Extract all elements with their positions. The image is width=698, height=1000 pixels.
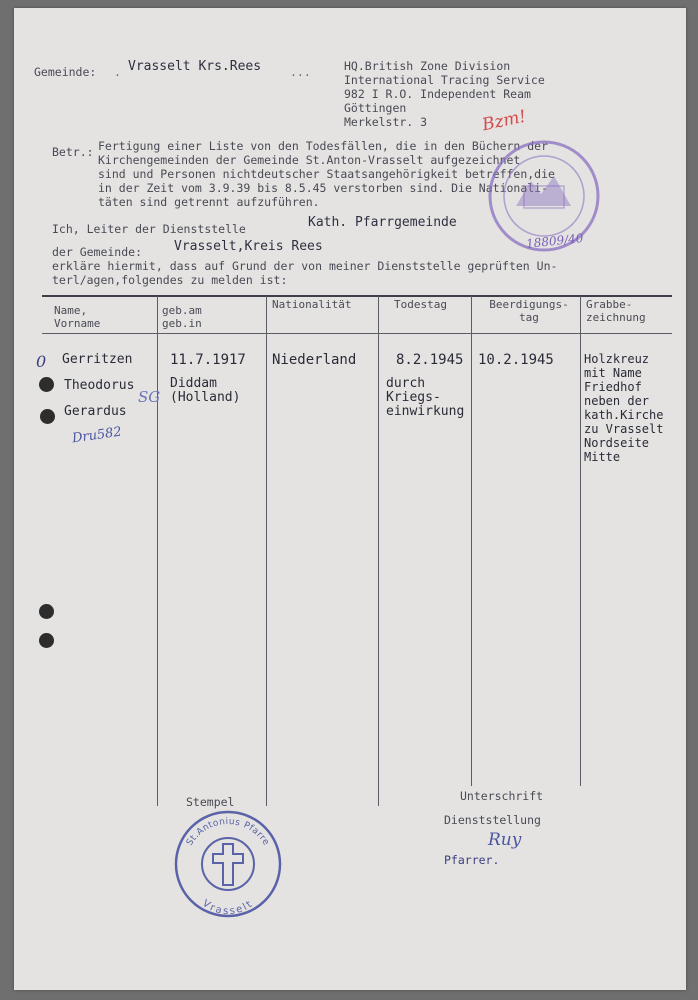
header-name <box>54 304 100 330</box>
address-line: Göttingen <box>344 101 407 115</box>
parish-stamp-top-text: St.Antonius Pfarre <box>185 816 271 848</box>
punch-hole <box>39 604 54 619</box>
todestag-cause: einwirkung <box>386 404 465 419</box>
column-divider <box>266 296 267 806</box>
header-beerdigung-line: tag <box>519 311 539 324</box>
todestag-cause: durch <box>386 376 426 391</box>
declaration-line: erkläre hiermit, dass auf Grund der von meiner Dienststelle geprüften Un- <box>52 259 558 273</box>
dienststellung-label: Dienststellung <box>444 813 541 827</box>
geb-place: Diddam <box>170 376 217 391</box>
header-grab-line: Grabbe- <box>586 298 633 311</box>
nationality: Niederland <box>272 352 357 368</box>
header-geb <box>162 304 202 330</box>
signature: Ruy <box>488 830 522 850</box>
header-beerdigung-line: Beerdigungs- <box>489 298 569 311</box>
header-nationality: Nationalität <box>272 298 352 311</box>
pfarrer-label: Pfarrer. <box>444 853 500 867</box>
beerdigung-date: 10.2.1945 <box>478 352 554 368</box>
header-grab <box>586 298 646 324</box>
table-header-rule <box>42 333 672 334</box>
blue-dru-note: Dru582 <box>71 424 123 447</box>
grab-line: Mitte <box>584 450 621 464</box>
punch-hole <box>39 633 54 648</box>
header-name-line: Name, <box>54 304 88 317</box>
address-line: Merkelstr. 3 <box>344 115 428 129</box>
betreff-line: täten sind getrennt aufzuführen. <box>98 195 320 209</box>
parish-stamp <box>168 804 288 924</box>
todestag-date: 8.2.1945 <box>396 352 464 368</box>
grab-line: mit Name <box>584 366 642 380</box>
parish-stamp-bottom-text: Vrasselt <box>200 898 256 918</box>
gemeinde-value: Vrasselt Krs.Rees <box>128 59 262 74</box>
grab-line: zu Vrasselt <box>584 422 664 436</box>
document-page <box>14 8 686 990</box>
column-divider <box>580 296 581 786</box>
column-divider <box>378 296 379 806</box>
table-top-rule <box>42 295 672 297</box>
declaration-line: terl/agen,folgendes zu melden ist: <box>52 273 288 287</box>
red-pencil-note: Bzm! <box>480 106 529 136</box>
row-marker: 0 <box>36 352 47 371</box>
header-name-line: Vorname <box>54 317 101 330</box>
grab-line: Nordseite <box>584 436 650 450</box>
gemeinde-dots: . <box>114 65 121 79</box>
betreff-line: in der Zeit vom 3.9.39 bis 8.5.45 verstorben sind. Die Nationali- <box>98 181 549 195</box>
unterschrift-label: Unterschrift <box>460 789 544 803</box>
grab-line: kath.Kirche <box>584 408 664 422</box>
grab-line: Friedhof <box>584 380 642 394</box>
betreff-line: sind und Personen nichtdeutscher Staatsangehörigkeit betreffen,die <box>98 167 555 181</box>
stempel-label: Stempel <box>186 795 235 809</box>
gemeinde-label: Gemeinde: <box>34 65 97 79</box>
ich-label: Ich, Leiter der Dienststelle <box>52 222 246 236</box>
gemeinde-dots: ... <box>290 65 311 79</box>
header-geb-line: geb.am <box>162 304 202 317</box>
todestag-cause: Kriegs- <box>386 390 441 405</box>
column-divider <box>471 296 472 786</box>
address-line: International Tracing Service <box>344 73 545 87</box>
geb-place: (Holland) <box>170 390 241 405</box>
geb-date: 11.7.1917 <box>170 352 246 368</box>
betreff-line: Kirchengemeinden der Gemeinde St.Anton-Vrasselt aufgezeichnet <box>98 153 521 167</box>
blue-sg-note: SG <box>138 388 161 406</box>
gemeinde2-label: der Gemeinde: <box>52 245 143 259</box>
punch-hole <box>40 409 55 424</box>
header-todestag: Todestag <box>394 298 447 311</box>
name-line: Gerritzen <box>62 352 133 367</box>
name-line: Gerardus <box>64 404 127 419</box>
gemeinde2-value: Vrasselt,Kreis Rees <box>174 239 323 254</box>
grab-line: neben der <box>584 394 650 408</box>
svg-text:Vrasselt <box>200 898 256 917</box>
punch-hole <box>39 377 54 392</box>
name-line: Theodorus <box>64 378 135 393</box>
column-divider <box>157 296 158 806</box>
address-line: HQ.British Zone Division <box>344 59 511 73</box>
header-beerdigung <box>479 298 579 324</box>
cross-icon <box>213 844 243 885</box>
header-grab-line: zeichnung <box>586 311 646 324</box>
address-line: 982 I R.O. Independent Ream <box>344 87 531 101</box>
dienststelle-value: Kath. Pfarrgemeinde <box>308 215 457 230</box>
header-geb-line: geb.in <box>162 317 202 330</box>
betreff-label: Betr.: <box>52 145 94 159</box>
betreff-line: Fertigung einer Liste von den Todesfällen, die in den Büchern der <box>98 139 549 153</box>
grab-line: Holzkreuz <box>584 352 650 366</box>
stamp-number: 18809/40 <box>525 231 585 251</box>
